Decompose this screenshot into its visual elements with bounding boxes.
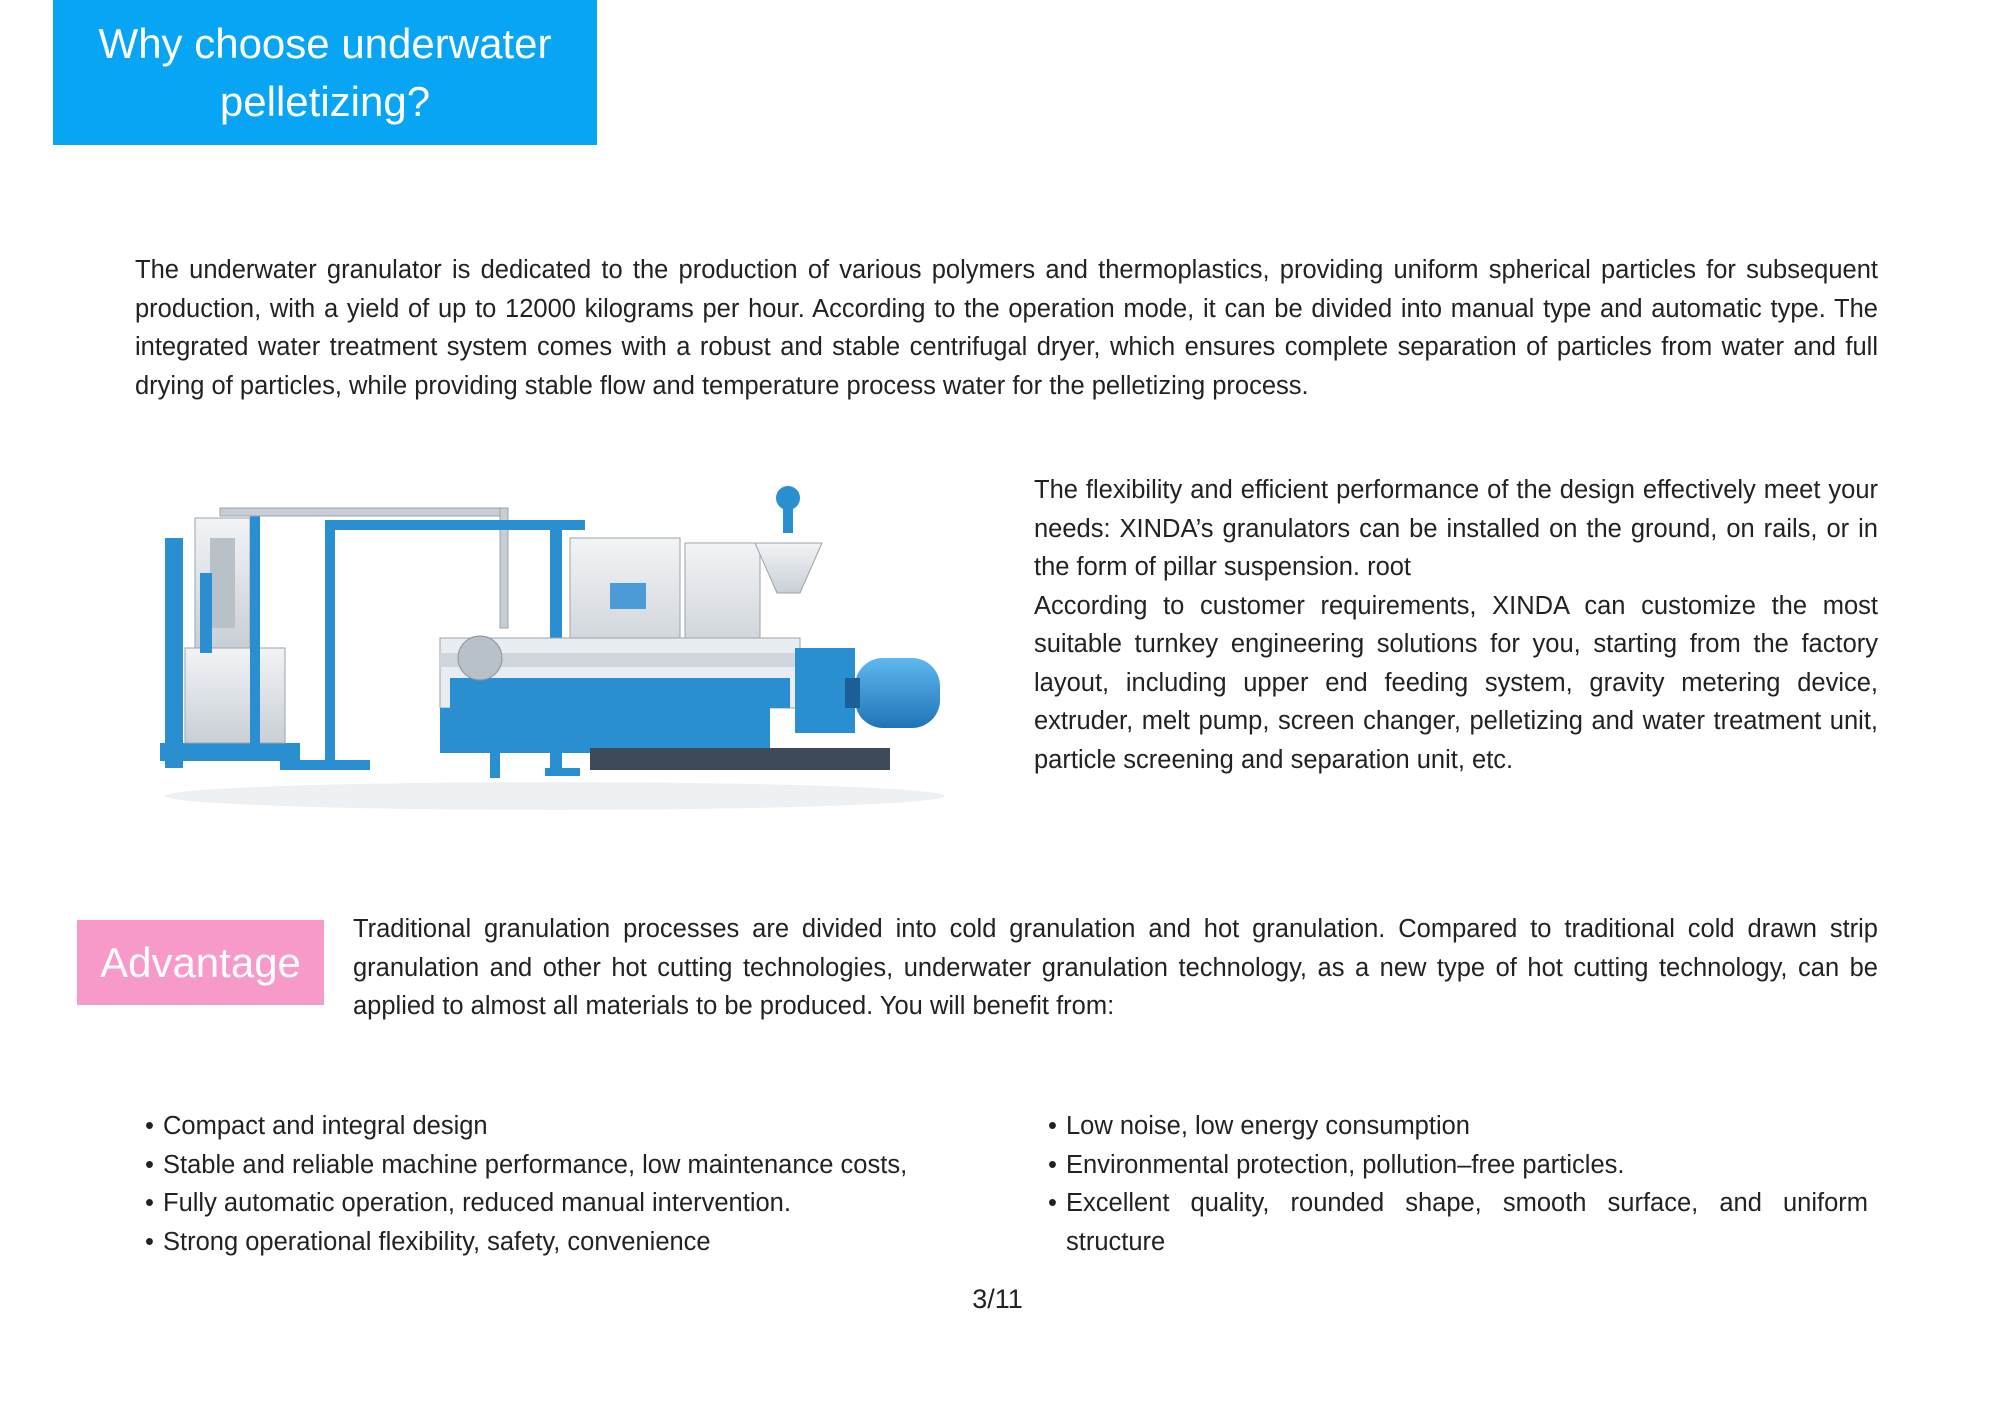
bullet-icon: • xyxy=(1048,1189,1057,1217)
list-item-text: Excellent quality, rounded shape, smooth surface, and uniform structure xyxy=(1066,1189,1868,1256)
section-title-line1: Why choose underwater xyxy=(98,19,552,67)
design-paragraph-1: The flexibility and efficient performance of the design effectively meet your needs: XINDA’s granulators can be installed on the ground, on rails, or in the form of pillar suspension. root xyxy=(1034,476,1878,581)
list-item-text: Compact and integral design xyxy=(163,1112,488,1140)
advantage-paragraph: Traditional granulation processes are divided into cold granulation and hot granulation. Compared to traditional cold drawn strip granulation and other hot cutting technologies, underwater granulation technology, as a new type of hot cutting technology, can be applied to almost all materials to be produced. You will benefit from: xyxy=(353,915,1878,1020)
granulator-machine-illustration xyxy=(140,478,970,818)
intro-paragraph: The underwater granulator is dedicated to the production of various polymers and thermoplastics, providing uniform spherical particles for subsequent production, with a yield of up to 12000 kilograms per hour. According to the operation mode, it can be divided into manual type and automatic type. The integrated water treatment system comes with a robust and stable centrifugal dryer, which ensures complete separation of particles from water and full drying of particles, while providing stable flow and temperature process water for the pelletizing process. xyxy=(135,256,1878,400)
section-title xyxy=(53,0,597,145)
list-item-text: Low noise, low energy consumption xyxy=(1066,1112,1470,1140)
bullet-icon: • xyxy=(145,1150,154,1179)
list-item xyxy=(145,1184,965,1223)
list-item-text: Environmental protection, pollution–free particles. xyxy=(1066,1150,1625,1179)
list-item xyxy=(145,1107,965,1146)
list-item xyxy=(145,1223,965,1262)
design-description xyxy=(1034,471,1878,779)
advantage-badge: Advantage xyxy=(77,920,324,1005)
list-item xyxy=(1048,1107,1868,1146)
design-paragraph-2: According to customer requirements, XINDA can customize the most suitable turnkey engineering solutions for you, starting from the factory layout, including upper end feeding system, gravity metering device, extruder, melt pump, screen changer, pelletizing and water treatment unit, particle screening and separation unit, etc. xyxy=(1034,591,1878,774)
benefits-list-right xyxy=(1048,1107,1868,1261)
bullet-icon: • xyxy=(1048,1112,1057,1140)
list-item xyxy=(1048,1184,1868,1261)
page-number: 3/11 xyxy=(972,1284,1023,1314)
section-title-line2: pelletizing? xyxy=(219,77,431,125)
bullet-icon: • xyxy=(145,1112,154,1140)
list-item xyxy=(145,1146,965,1185)
list-item-text: Fully automatic operation, reduced manual intervention. xyxy=(163,1189,791,1217)
list-item-text: Strong operational flexibility, safety, convenience xyxy=(163,1227,711,1256)
bullet-icon: • xyxy=(145,1227,154,1256)
benefits-list-left xyxy=(145,1107,965,1261)
bullet-icon: • xyxy=(1048,1150,1057,1179)
list-item xyxy=(1048,1146,1868,1185)
list-item-text: Stable and reliable machine performance, low maintenance costs, xyxy=(163,1150,908,1179)
bullet-icon: • xyxy=(145,1189,154,1217)
